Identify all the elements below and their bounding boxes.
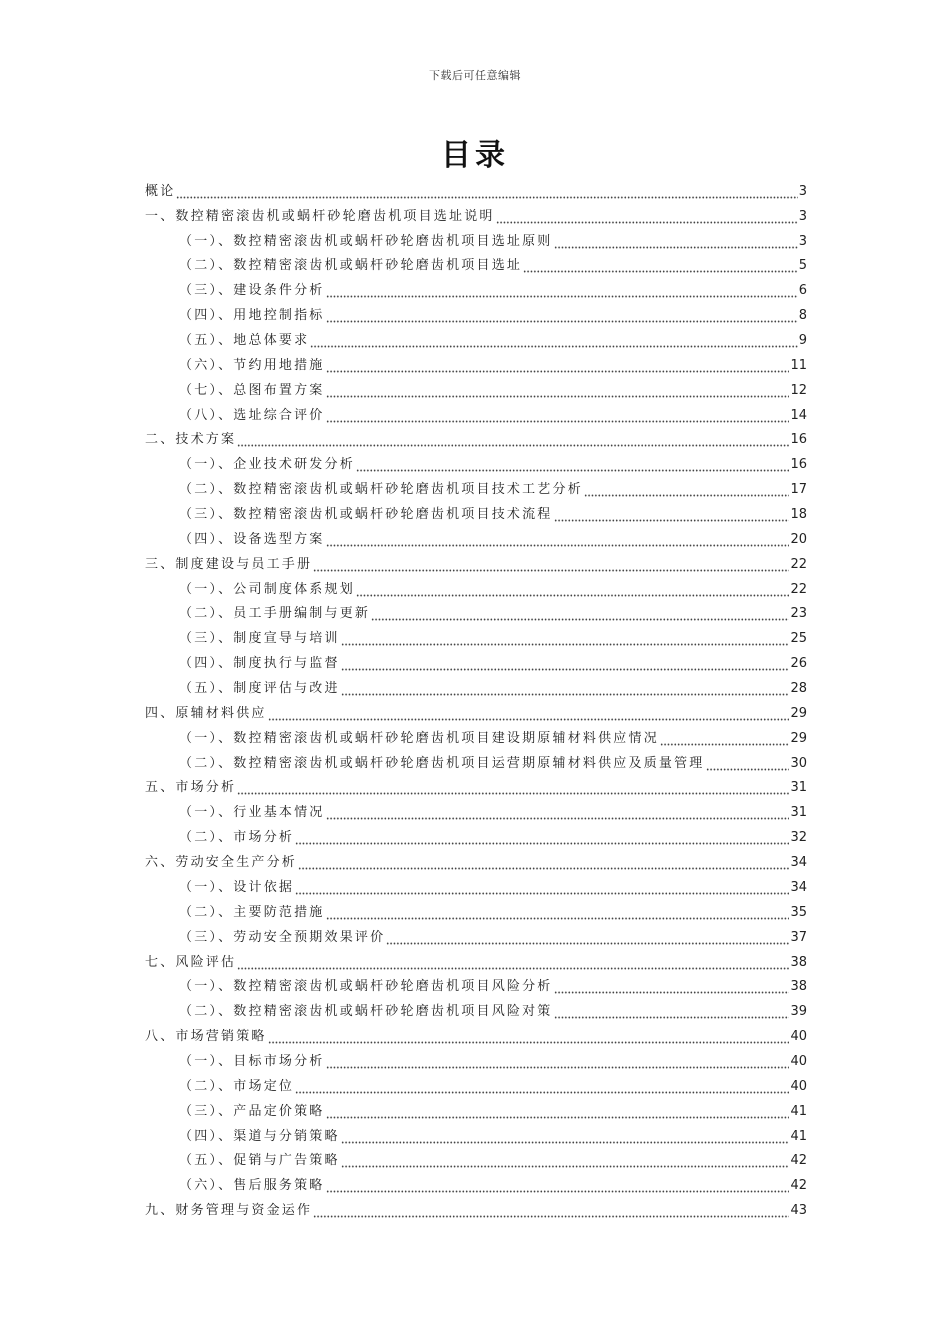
- toc-entry[interactable]: [145, 448, 807, 473]
- toc-dot-leader: [554, 507, 790, 523]
- toc-entry-title: （一）、数控精密滚齿机或蜗杆砂轮磨齿机项目选址原则: [179, 233, 553, 249]
- toc-entry-page-number: 37: [790, 929, 807, 945]
- toc-dot-leader: [326, 1178, 790, 1194]
- toc-entry-title: （五）、地总体要求: [179, 333, 310, 349]
- toc-entry-page-number: 25: [790, 631, 807, 647]
- toc-dot-leader: [313, 557, 789, 573]
- toc-entry-title: （一）、数控精密滚齿机或蜗杆砂轮磨齿机项目风险分析: [179, 979, 553, 995]
- toc-entry-title: （二）、市场定位: [179, 1078, 295, 1094]
- toc-dot-leader: [237, 432, 789, 448]
- toc-entry[interactable]: [145, 1120, 807, 1145]
- toc-entry-title: （三）、数控精密滚齿机或蜗杆砂轮磨齿机项目技术流程: [179, 507, 553, 523]
- toc-dot-leader: [237, 780, 789, 796]
- toc-entry-title: 八、市场营销策略: [145, 1029, 267, 1045]
- toc-entry[interactable]: [145, 1194, 807, 1219]
- toc-dot-leader: [326, 532, 790, 548]
- toc-entry-title: （二）、数控精密滚齿机或蜗杆砂轮磨齿机项目风险对策: [179, 1004, 553, 1020]
- toc-entry[interactable]: [145, 796, 807, 821]
- toc-entry-page-number: 14: [790, 407, 807, 423]
- toc-dot-leader: [356, 582, 790, 598]
- toc-entry-page-number: 35: [790, 904, 807, 920]
- toc-entry-title: （一）、数控精密滚齿机或蜗杆砂轮磨齿机项目建设期原辅材料供应情况: [179, 730, 659, 746]
- toc-entry-title: （二）、数控精密滚齿机或蜗杆砂轮磨齿机项目运营期原辅材料供应及质量管理: [179, 755, 705, 771]
- toc-entry[interactable]: [145, 995, 807, 1020]
- toc-entry[interactable]: [145, 772, 807, 797]
- toc-entry[interactable]: [145, 672, 807, 697]
- toc-entry[interactable]: [145, 971, 807, 996]
- toc-entry-title: （五）、促销与广告策略: [179, 1153, 340, 1169]
- toc-entry-title: （四）、渠道与分销策略: [179, 1128, 340, 1144]
- toc-entry[interactable]: [145, 324, 807, 349]
- toc-entry-page-number: 3: [798, 208, 807, 224]
- toc-entry[interactable]: [145, 1095, 807, 1120]
- toc-entry-title: 七、风险评估: [145, 954, 237, 970]
- toc-entry-page-number: 22: [790, 581, 807, 597]
- toc-entry-title: （三）、劳动安全预期效果评价: [179, 929, 386, 945]
- toc-entry-title: 三、制度建设与员工手册: [145, 556, 313, 572]
- toc-entry-page-number: 41: [790, 1128, 807, 1144]
- toc-entry-page-number: 34: [790, 855, 807, 871]
- toc-entry[interactable]: [145, 250, 807, 275]
- toc-entry[interactable]: [145, 946, 807, 971]
- toc-entry-page-number: 6: [798, 283, 807, 299]
- toc-dot-leader: [326, 805, 790, 821]
- toc-dot-leader: [326, 358, 790, 374]
- toc-entry[interactable]: [145, 399, 807, 424]
- toc-entry-page-number: 3: [798, 183, 807, 199]
- toc-entry[interactable]: [145, 1169, 807, 1194]
- toc-entry-title: 四、原辅材料供应: [145, 705, 267, 721]
- toc-dot-leader: [268, 706, 790, 722]
- toc-entry[interactable]: [145, 573, 807, 598]
- toc-entry-page-number: 42: [790, 1153, 807, 1169]
- toc-dot-leader: [295, 830, 789, 846]
- toc-entry[interactable]: [145, 498, 807, 523]
- toc-dot-leader: [660, 731, 790, 747]
- toc-dot-leader: [341, 1153, 790, 1169]
- toc-entry[interactable]: [145, 424, 807, 449]
- toc-entry-page-number: 12: [790, 382, 807, 398]
- toc-entry[interactable]: [145, 1020, 807, 1045]
- toc-entry[interactable]: [145, 1045, 807, 1070]
- toc-entry[interactable]: [145, 299, 807, 324]
- toc-entry[interactable]: [145, 647, 807, 672]
- toc-dot-leader: [326, 283, 798, 299]
- toc-entry[interactable]: [145, 697, 807, 722]
- toc-entry-page-number: 8: [798, 308, 807, 324]
- toc-dot-leader: [295, 1079, 789, 1095]
- toc-entry[interactable]: [145, 225, 807, 250]
- toc-dot-leader: [326, 408, 790, 424]
- toc-dot-leader: [706, 756, 790, 772]
- toc-entry-title: （六）、节约用地措施: [179, 357, 325, 373]
- toc-entry-page-number: 3: [798, 233, 807, 249]
- toc-dot-leader: [496, 209, 798, 225]
- toc-dot-leader: [326, 1054, 790, 1070]
- toc-entry-title: 二、技术方案: [145, 432, 237, 448]
- toc-title: 目录: [441, 138, 509, 173]
- toc-entry[interactable]: [145, 200, 807, 225]
- toc-dot-leader: [237, 955, 789, 971]
- toc-entry-page-number: 22: [790, 556, 807, 572]
- toc-dot-leader: [341, 656, 790, 672]
- toc-entry[interactable]: [145, 1145, 807, 1170]
- toc-entry[interactable]: [145, 374, 807, 399]
- toc-dot-leader: [584, 482, 790, 498]
- toc-dot-leader: [523, 258, 798, 274]
- toc-dot-leader: [326, 1104, 790, 1120]
- toc-entry[interactable]: [145, 1070, 807, 1095]
- toc-entry[interactable]: [145, 473, 807, 498]
- toc-dot-leader: [341, 631, 790, 647]
- toc-dot-leader: [326, 905, 790, 921]
- toc-entry-title: （八）、选址综合评价: [179, 407, 325, 423]
- toc-entry-page-number: 29: [790, 730, 807, 746]
- toc-entry-page-number: 18: [790, 507, 807, 523]
- toc-entry-page-number: 40: [790, 1053, 807, 1069]
- toc-entry-title: （三）、制度宣导与培训: [179, 631, 340, 647]
- toc-entry[interactable]: [145, 175, 807, 200]
- toc-entry-title: （一）、设计依据: [179, 879, 295, 895]
- toc-entry[interactable]: [145, 747, 807, 772]
- toc-dot-leader: [341, 681, 790, 697]
- toc-entry-page-number: 38: [790, 954, 807, 970]
- toc-entry-title: （一）、行业基本情况: [179, 805, 325, 821]
- toc-entry-page-number: 41: [790, 1103, 807, 1119]
- toc-entry-page-number: 23: [790, 606, 807, 622]
- toc-dot-leader: [386, 930, 789, 946]
- toc-entry-page-number: 34: [790, 879, 807, 895]
- toc-entry-title: （二）、主要防范措施: [179, 904, 325, 920]
- toc-entry-title: （二）、数控精密滚齿机或蜗杆砂轮磨齿机项目选址: [179, 258, 523, 274]
- toc-entry-title: 一、数控精密滚齿机或蜗杆砂轮磨齿机项目选址说明: [145, 208, 495, 224]
- table-of-contents: [145, 175, 807, 1219]
- toc-entry-page-number: 39: [790, 1004, 807, 1020]
- toc-entry-title: （四）、制度执行与监督: [179, 656, 340, 672]
- toc-entry[interactable]: [145, 622, 807, 647]
- toc-entry[interactable]: [145, 548, 807, 573]
- toc-entry-title: （五）、制度评估与改进: [179, 681, 340, 697]
- toc-entry-page-number: 30: [790, 755, 807, 771]
- toc-entry-page-number: 26: [790, 656, 807, 672]
- toc-entry-page-number: 38: [790, 979, 807, 995]
- toc-entry-title: （一）、目标市场分析: [179, 1053, 325, 1069]
- toc-entry-page-number: 42: [790, 1178, 807, 1194]
- toc-dot-leader: [554, 1004, 790, 1020]
- toc-entry-page-number: 16: [790, 432, 807, 448]
- toc-entry-page-number: 31: [790, 780, 807, 796]
- toc-entry-page-number: 40: [790, 1029, 807, 1045]
- toc-dot-leader: [295, 880, 789, 896]
- toc-dot-leader: [176, 184, 797, 200]
- toc-entry-page-number: 20: [790, 531, 807, 547]
- toc-entry-title: 五、市场分析: [145, 780, 237, 796]
- toc-entry[interactable]: [145, 846, 807, 871]
- toc-entry-page-number: 16: [790, 457, 807, 473]
- toc-dot-leader: [371, 606, 789, 622]
- toc-entry-title: 概论: [145, 183, 176, 199]
- toc-entry-page-number: 40: [790, 1078, 807, 1094]
- toc-dot-leader: [341, 1129, 790, 1145]
- toc-entry-title: （二）、市场分析: [179, 830, 295, 846]
- toc-entry-page-number: 11: [790, 357, 807, 373]
- toc-entry-title: 六、劳动安全生产分析: [145, 855, 298, 871]
- toc-entry[interactable]: [145, 921, 807, 946]
- toc-entry-title: （一）、企业技术研发分析: [179, 457, 355, 473]
- toc-dot-leader: [554, 979, 790, 995]
- toc-entry-title: （六）、售后服务策略: [179, 1178, 325, 1194]
- toc-entry[interactable]: [145, 871, 807, 896]
- toc-entry[interactable]: [145, 722, 807, 747]
- page-header-note: 下载后可任意编辑: [429, 69, 521, 82]
- toc-entry[interactable]: [145, 349, 807, 374]
- toc-entry-page-number: 31: [790, 805, 807, 821]
- toc-entry-title: （三）、建设条件分析: [179, 283, 325, 299]
- toc-dot-leader: [554, 234, 798, 250]
- toc-entry-page-number: 17: [790, 482, 807, 498]
- toc-entry-page-number: 32: [790, 830, 807, 846]
- toc-entry-title: 九、财务管理与资金运作: [145, 1203, 313, 1219]
- toc-entry-title: （二）、员工手册编制与更新: [179, 606, 371, 622]
- toc-dot-leader: [326, 383, 790, 399]
- toc-entry-page-number: 29: [790, 705, 807, 721]
- toc-entry[interactable]: [145, 274, 807, 299]
- toc-entry-title: （七）、总图布置方案: [179, 382, 325, 398]
- toc-entry-title: （一）、公司制度体系规划: [179, 581, 355, 597]
- toc-entry-title: （二）、数控精密滚齿机或蜗杆砂轮磨齿机项目技术工艺分析: [179, 482, 583, 498]
- toc-entry[interactable]: [145, 896, 807, 921]
- toc-entry[interactable]: [145, 821, 807, 846]
- toc-entry[interactable]: [145, 523, 807, 548]
- toc-entry-page-number: 9: [798, 333, 807, 349]
- toc-entry-page-number: 5: [798, 258, 807, 274]
- toc-dot-leader: [298, 855, 789, 871]
- toc-dot-leader: [326, 308, 798, 324]
- toc-entry[interactable]: [145, 598, 807, 623]
- toc-entry-title: （四）、用地控制指标: [179, 308, 325, 324]
- toc-entry-title: （三）、产品定价策略: [179, 1103, 325, 1119]
- toc-dot-leader: [313, 1203, 789, 1219]
- toc-entry-title: （四）、设备选型方案: [179, 531, 325, 547]
- toc-dot-leader: [268, 1029, 790, 1045]
- toc-dot-leader: [356, 457, 790, 473]
- toc-entry-page-number: 28: [790, 681, 807, 697]
- toc-entry-page-number: 43: [790, 1203, 807, 1219]
- toc-dot-leader: [310, 333, 797, 349]
